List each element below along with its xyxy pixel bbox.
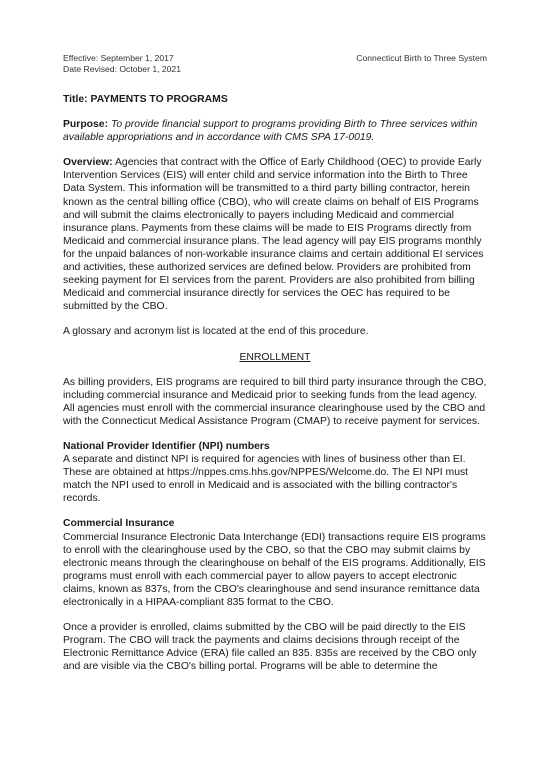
purpose-paragraph (63, 118, 487, 144)
revised-date: Date Revised: October 1, 2021 (63, 64, 181, 74)
title-text: PAYMENTS TO PROGRAMS (90, 94, 228, 105)
commercial-insurance-heading: Commercial Insurance (63, 518, 175, 530)
title-label: Title: (63, 94, 88, 105)
overview-text: Agencies that contract with the Office of Early Childhood (OEC) to provide Early Intervention Services (EIS) will enter child and service information into the Birth to Three Data System. This information will be transmitted to a third party billing contractor, herein known as the central billing office (CBO), who will create claims on behalf of EIS Programs and will submit the claims electronically to payers including Medicaid and commercial insurance plans. Payments from these claims will be made to EIS Programs directly from Medicaid and commercial insurance plans. The lead agency will pay EIS programs monthly for the unpaid balances of non-workable insurance claims and certain additional EI services and activities, these authorized services are defined below. Providers are prohibited from seeking payment for EI services from the parent. Providers are also prohibited from billing Medicaid and commercial insurance directly for services the OEC has required to be submitted by the CBO. (63, 157, 484, 313)
npi-heading: National Provider Identifier (NPI) numbers (63, 440, 270, 452)
enrollment-paragraph: As billing providers, EIS programs are required to bill third party insurance through the CBO, including commercial insurance and Medicaid prior to seeking funds from the lead agency. All agencies must enroll with the commercial insurance clearinghouse used by the CBO and with the Connecticut Medical Assistance Program (CMAP) to receive payment for services. (63, 376, 487, 427)
purpose-label: Purpose: (63, 119, 109, 131)
purpose-text: To provide financial support to programs providing Birth to Three services within available appropriations and in accordance with CMS SPA 17-0019. (63, 119, 478, 144)
commercial-insurance-paragraph-2: Once a provider is enrolled, claims submitted by the CBO will be paid directly to the EIS Program. The CBO will track the payments and claims decisions through receipt of the Electronic Remittance Advice (ERA) file called an 835. 835s are received by the CBO only and are visible via the CBO's billing portal. Programs will be able to determine the (63, 622, 477, 673)
commercial-insurance-paragraph: Commercial Insurance Electronic Data Interchange (EDI) transactions require EIS programs to enroll with the clearinghouse used by the CBO, so that the CBO may submit claims by electronic means through the clearinghouse on behalf of the EIS programs. Additionally, EIS programs must enroll with each commercial payer to allow payers to accept electronic claims, known as 837s, from the CBO's clearinghouse and send insurance remittance data electronically in a HIPAA-compliant 835 format to the CBO. (63, 531, 486, 608)
page-header (63, 53, 487, 75)
document-title (63, 93, 487, 106)
overview-label: Overview: (63, 157, 113, 169)
enrollment-section-heading (63, 351, 487, 364)
enrollment-heading: ENROLLMENT (239, 351, 311, 363)
document-body (63, 93, 487, 685)
overview-paragraph (63, 156, 487, 313)
glossary-note: A glossary and acronym list is located at the end of this procedure. (63, 326, 369, 338)
system-name: Connecticut Birth to Three System (356, 53, 487, 63)
effective-date: Effective: September 1, 2017 (63, 53, 174, 63)
npi-paragraph: A separate and distinct NPI is required for agencies with lines of business other than EI. These are obtained at https://nppes.cms.hhs.gov/NPPES/Welcome.do. The EI NPI must match the NPI used to enroll in Medicaid and is associated with the billing contractor's records. (63, 454, 469, 505)
